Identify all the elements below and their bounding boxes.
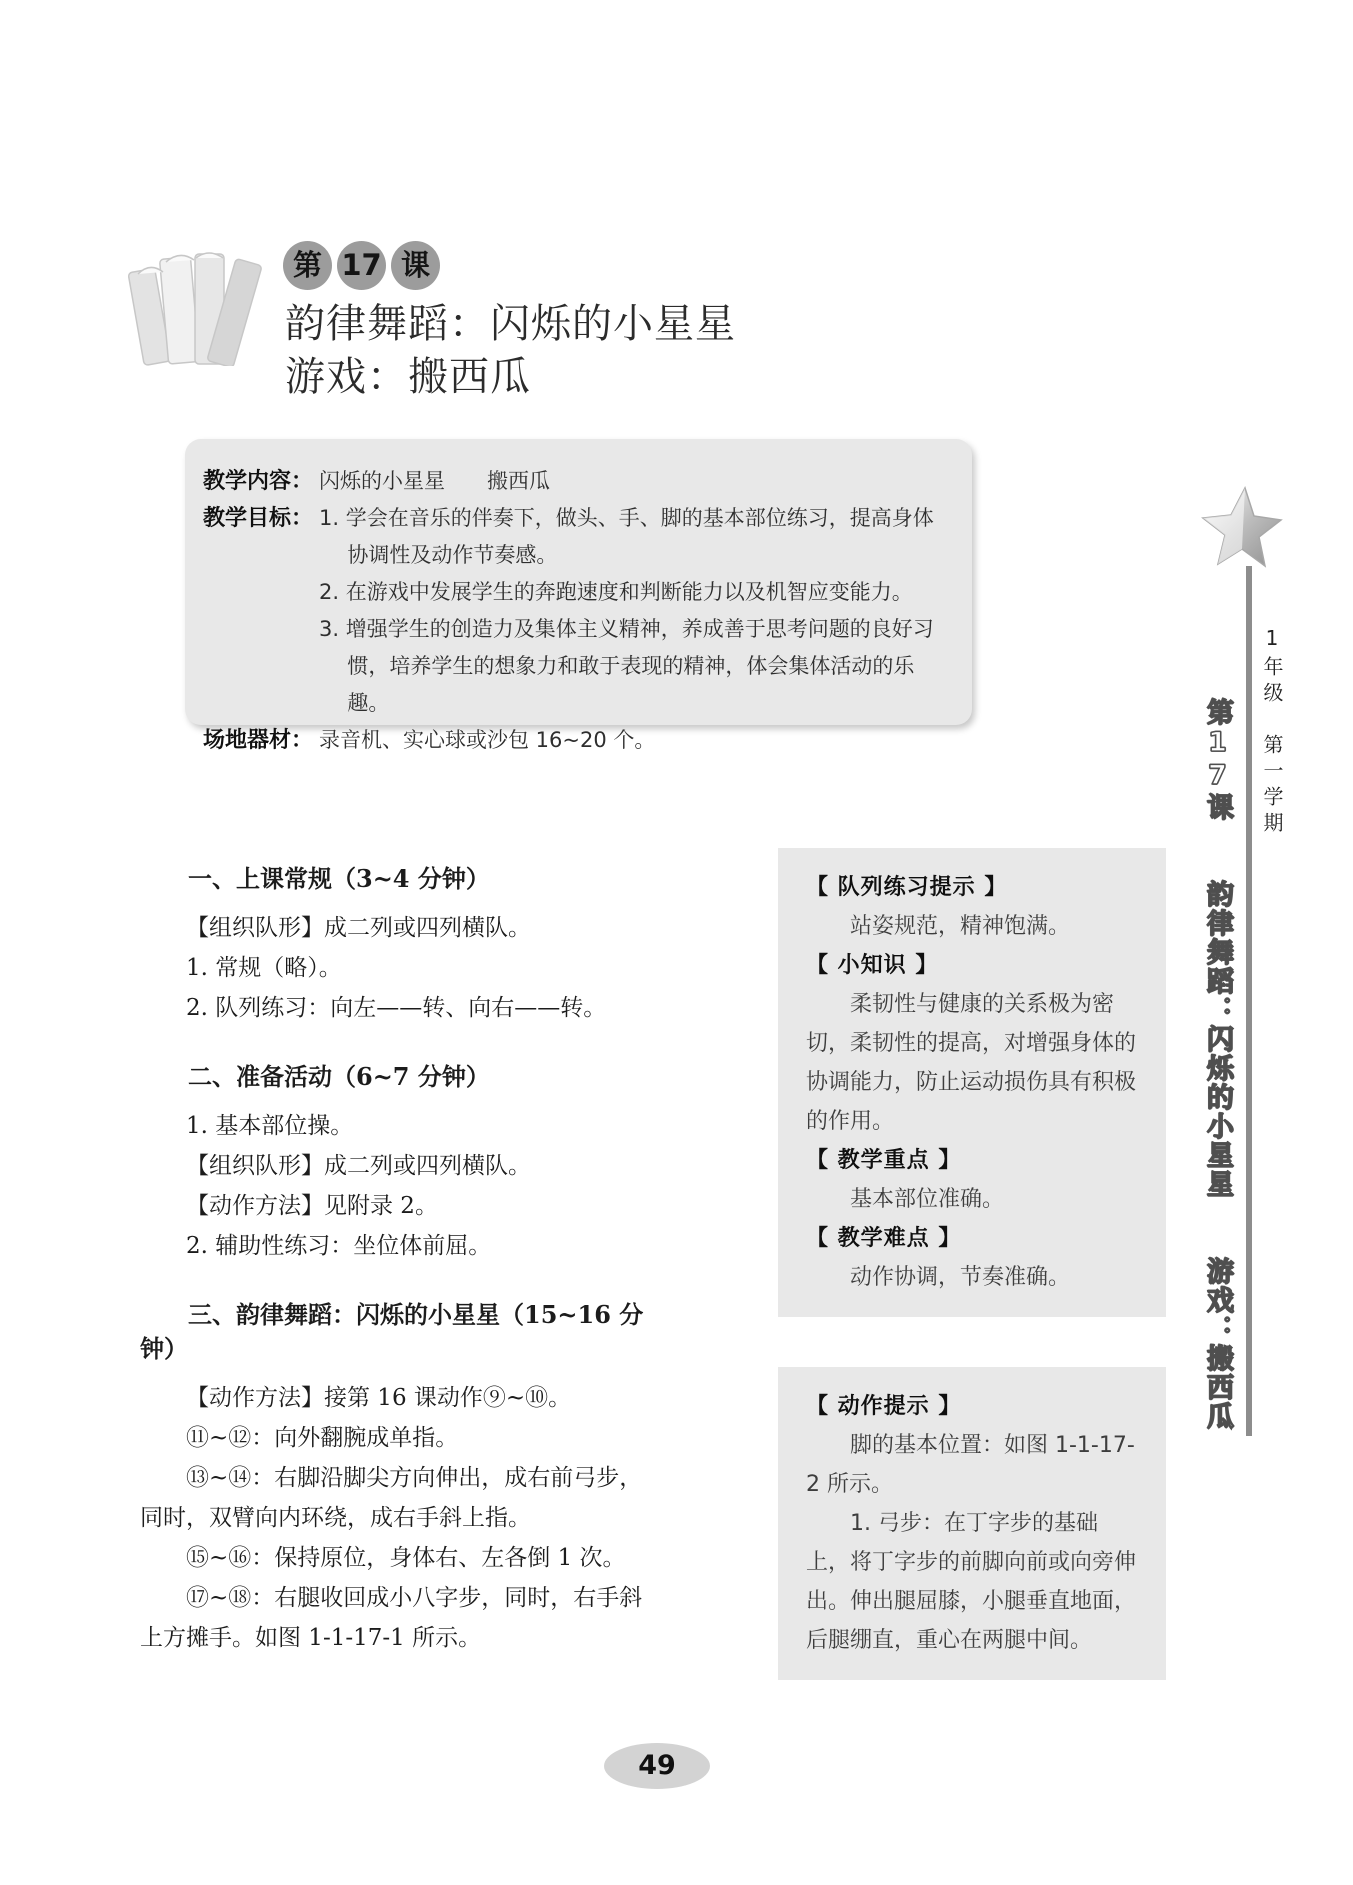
paragraph: 2. 辅助性练习：坐位体前屈。 <box>186 1233 492 1259</box>
action-tips-text: 脚的基本位置：如图 1-1-17-2 所示。 <box>806 1433 1135 1497</box>
badge-circle-2: 17 <box>337 241 386 290</box>
books-icon <box>126 234 264 366</box>
info-row-content <box>203 463 954 500</box>
info-goal-item: 3. 增强学生的创造力及集体主义精神，养成善于思考问题的良好习惯，培养学生的想象力和敢于表现的精神，体会集体活动的乐趣。 <box>319 617 934 715</box>
info-row-equipment <box>203 722 954 759</box>
paragraph: 【动作方法】见附录 2。 <box>186 1193 438 1219</box>
action-tips-box <box>778 1367 1166 1680</box>
section-heading-3: 三、韵律舞蹈：闪烁的小星星（15~16 分钟） <box>140 1300 644 1363</box>
action-tips-heading: 【 动作提示 】 <box>806 1394 962 1419</box>
section-heading-1: 一、上课常规（3~4 分钟） <box>188 864 490 893</box>
difficulty-heading: 【 教学难点 】 <box>806 1226 962 1251</box>
info-goal-item: 1. 学会在音乐的伴奏下，做头、手、脚的基本部位练习，提高身体协调性及动作节奏感。 <box>319 506 934 567</box>
knowledge-text: 柔韧性与健康的关系极为密切，柔韧性的提高，对增强身体的协调能力，防止运动损伤具有积极的作用。 <box>806 992 1137 1134</box>
lesson-body <box>140 862 656 1658</box>
tips-heading: 【 队列练习提示 】 <box>806 875 1008 900</box>
teaching-info-box <box>185 439 972 753</box>
info-content-value: 闪烁的小星星 搬西瓜 <box>319 469 550 493</box>
sidebar-grade-label: 1年级 第一学期 <box>1260 626 1284 838</box>
info-equipment-value: 录音机、实心球或沙包 16~20 个。 <box>319 728 656 752</box>
lesson-number-badge <box>283 241 440 290</box>
paragraph: 【组织队形】成二列或四列横队。 <box>186 915 531 941</box>
page-title-line2: 游戏：搬西瓜 <box>285 354 531 400</box>
difficulty-text: 动作协调，节奏准确。 <box>850 1265 1071 1290</box>
page-title-line1: 韵律舞蹈：闪烁的小星星 <box>285 301 736 347</box>
info-label-goals: 教学目标： <box>203 506 314 531</box>
paragraph: ⑰~⑱：右腿收回成小八字步，同时，右手斜上方摊手。如图 1-1-17-1 所示。 <box>140 1585 643 1651</box>
tips-text: 站姿规范，精神饱满。 <box>850 914 1071 939</box>
sidebar-lesson-label: 第17课 韵律舞蹈：闪烁的小星星 游戏：搬西瓜 <box>1202 698 1233 1431</box>
info-row-goals <box>203 500 954 722</box>
key-point-text: 基本部位准确。 <box>850 1187 1005 1212</box>
paragraph: 1. 常规（略）。 <box>186 955 342 981</box>
paragraph: ⑮~⑯：保持原位，身体右、左各倒 1 次。 <box>186 1545 626 1571</box>
paragraph: 2. 队列练习：向左——转、向右——转。 <box>186 995 607 1021</box>
tips-box <box>778 848 1166 1317</box>
paragraph: 【组织队形】成二列或四列横队。 <box>186 1153 531 1179</box>
paragraph: ⑪~⑫：向外翻腕成单指。 <box>186 1425 459 1451</box>
info-label-content: 教学内容： <box>203 469 314 494</box>
badge-circle-1: 第 <box>283 241 332 290</box>
star-icon <box>1199 486 1283 574</box>
info-label-equipment: 场地器材： <box>203 728 314 753</box>
sidebar-divider-line <box>1246 566 1252 1436</box>
action-tips-text: 1. 弓步：在丁字步的基础上，将丁字步的前脚向前或向旁伸出。伸出腿屈膝，小腿垂直地面，后腿绷直，重心在两腿中间。 <box>806 1511 1137 1653</box>
knowledge-heading: 【 小知识 】 <box>806 953 939 978</box>
aside-column <box>778 848 1166 1680</box>
info-goal-item: 2. 在游戏中发展学生的奔跑速度和判断能力以及机智应变能力。 <box>319 580 913 604</box>
page-title <box>285 298 736 404</box>
key-point-heading: 【 教学重点 】 <box>806 1148 962 1173</box>
badge-circle-3: 课 <box>391 241 440 290</box>
paragraph: 【动作方法】接第 16 课动作⑨~⑩。 <box>186 1385 572 1411</box>
page-number-badge: 49 <box>604 1743 710 1789</box>
section-heading-2: 二、准备活动（6~7 分钟） <box>188 1062 490 1091</box>
paragraph: ⑬~⑭：右脚沿脚尖方向伸出，成右前弓步，同时，双臂向内环绕，成右手斜上指。 <box>140 1465 643 1531</box>
paragraph: 1. 基本部位操。 <box>186 1113 354 1139</box>
